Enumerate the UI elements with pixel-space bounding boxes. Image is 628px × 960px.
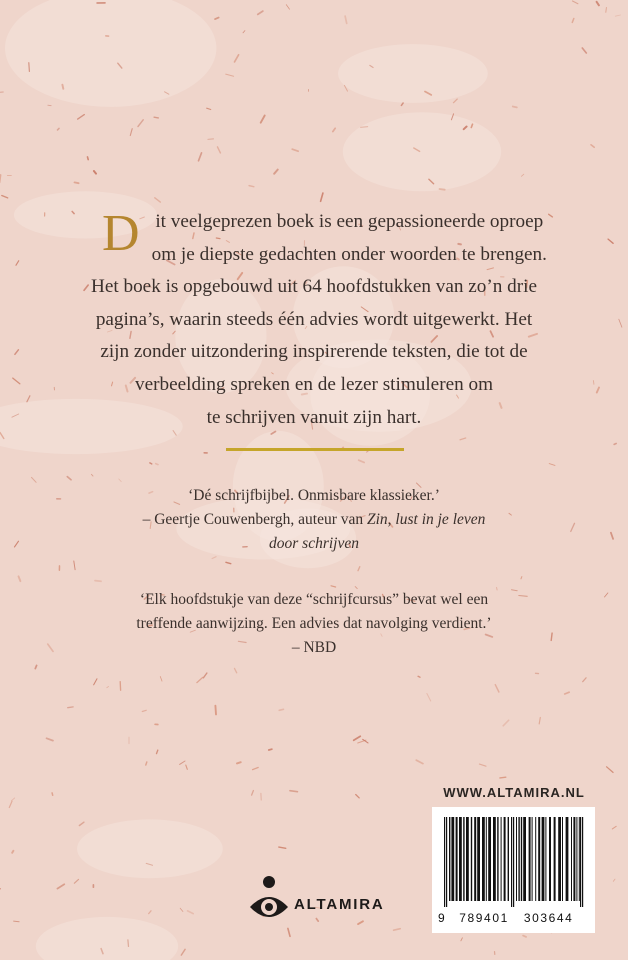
- barcode-bar: [508, 817, 509, 901]
- paper-fleck: [94, 679, 97, 685]
- blurb-line-3: Het boek is opgebouwd uit 64 hoofdstukken van zo’n drie: [90, 276, 538, 298]
- barcode-bar: [571, 817, 572, 901]
- paper-fleck: [78, 115, 85, 120]
- paper-fleck: [523, 936, 526, 937]
- paper-fleck: [471, 124, 472, 127]
- paper-fleck: [237, 762, 241, 763]
- barcode-bar: [504, 817, 506, 901]
- barcode-bar: [523, 817, 526, 901]
- barcode-bar: [529, 817, 531, 901]
- paper-fleck: [573, 1, 578, 4]
- paper-fleck: [521, 577, 522, 579]
- publisher-name: ALTAMIRA: [294, 896, 385, 913]
- altamira-eye-logo-icon: [247, 874, 291, 932]
- paper-fleck: [29, 63, 30, 72]
- barcode-bar: [493, 817, 496, 901]
- isbn-first-digit: 9: [438, 911, 447, 925]
- paper-fleck: [199, 153, 202, 161]
- paper-fleck: [48, 105, 51, 106]
- barcode-bar: [474, 817, 476, 901]
- paper-fleck: [454, 99, 458, 103]
- paper-fleck: [119, 479, 121, 482]
- paper-cloud: [77, 819, 223, 878]
- paper-fleck: [279, 847, 286, 848]
- paper-fleck: [427, 694, 431, 702]
- barcode-bar: [554, 817, 556, 901]
- paper-fleck: [359, 460, 364, 462]
- paper-fleck: [188, 911, 194, 914]
- paper-fleck: [215, 18, 219, 20]
- paper-fleck: [47, 738, 53, 740]
- paper-fleck: [32, 477, 37, 482]
- paper-fleck: [321, 193, 323, 201]
- paper-fleck: [146, 762, 147, 765]
- barcode-bar: [451, 817, 454, 901]
- paper-fleck: [12, 798, 15, 801]
- paper-fleck: [608, 239, 613, 243]
- paper-fleck: [333, 128, 335, 131]
- paper-fleck: [14, 921, 20, 922]
- paper-fleck: [226, 562, 231, 563]
- barcode-bar: [562, 817, 563, 901]
- paper-fleck: [619, 319, 622, 327]
- paper-fleck: [358, 921, 363, 924]
- paper-fleck: [572, 19, 574, 23]
- paper-fleck: [279, 709, 283, 710]
- barcode-guard-bar: [444, 817, 445, 907]
- barcode-bars: [444, 817, 584, 907]
- quote-1-attribution: – Geertje Couwenbergh, auteur van: [142, 511, 367, 528]
- barcode-bar: [566, 817, 569, 901]
- barcode-guard-bar: [513, 817, 514, 907]
- paper-fleck: [67, 477, 71, 480]
- blurb-text: [70, 206, 558, 434]
- barcode-bar: [459, 817, 462, 901]
- paper-cloud: [5, 0, 216, 107]
- paper-fleck: [160, 677, 162, 682]
- paper-fleck: [461, 938, 463, 941]
- paper-fleck: [203, 673, 207, 678]
- paper-fleck: [95, 581, 101, 582]
- paper-fleck: [583, 678, 586, 682]
- paper-fleck: [521, 174, 523, 176]
- paper-fleck: [252, 791, 254, 796]
- blurb-line-6: verbeelding spreken en de lezer stimuleren om: [134, 373, 494, 395]
- paper-fleck: [607, 767, 613, 773]
- paper-fleck: [0, 92, 3, 93]
- review-quote-1: [0, 484, 628, 556]
- barcode-bar: [482, 817, 485, 901]
- paper-fleck: [75, 182, 79, 183]
- quote-2-line-2: treffende aanwijzing. Een advies dat navolging verdient.’: [136, 615, 492, 632]
- paper-fleck: [597, 388, 599, 393]
- paper-fleck: [354, 736, 361, 740]
- paper-fleck: [88, 157, 89, 160]
- paper-fleck: [180, 908, 183, 911]
- barcode-bar: [456, 817, 458, 901]
- barcode-bar: [488, 817, 491, 901]
- blurb-line-1: it veelgeprezen boek is een gepassioneerde oproep: [155, 211, 544, 232]
- paper-fleck: [539, 718, 540, 724]
- paper-fleck: [15, 350, 19, 355]
- barcode-bar: [497, 817, 498, 901]
- paper-cloud: [343, 112, 501, 191]
- gold-divider: [226, 448, 404, 451]
- paper-fleck: [212, 557, 216, 559]
- paper-fleck: [513, 107, 517, 108]
- paper-fleck: [226, 74, 234, 76]
- isbn-barcode: [432, 807, 595, 933]
- paper-fleck: [358, 567, 360, 571]
- paper-fleck: [68, 707, 73, 708]
- paper-fleck: [27, 396, 30, 402]
- paper-fleck: [186, 765, 188, 769]
- paper-fleck: [154, 117, 158, 118]
- paper-fleck: [249, 186, 254, 187]
- blurb-line-7: te schrijven vanuit zijn hart.: [206, 406, 422, 428]
- quote-2-attribution: – NBD: [291, 639, 337, 656]
- paper-fleck: [597, 2, 599, 6]
- quote-1-attribution-line: [0, 508, 628, 532]
- paper-fleck: [128, 940, 129, 947]
- paper-fleck: [79, 822, 84, 825]
- paper-fleck: [591, 145, 594, 148]
- paper-fleck: [261, 116, 265, 123]
- paper-fleck: [500, 777, 506, 778]
- paper-fleck: [269, 749, 272, 750]
- barcode-bar: [516, 817, 517, 901]
- paper-fleck: [606, 8, 607, 13]
- quote-1-attribution-line-2: [0, 532, 628, 556]
- paper-fleck: [565, 692, 570, 694]
- paper-fleck: [235, 55, 239, 62]
- paper-fleck: [495, 685, 499, 692]
- paper-fleck: [243, 31, 245, 33]
- barcode-bar: [449, 817, 450, 901]
- paper-fleck: [460, 438, 466, 440]
- quote-1-book-title: Zin, lust in je leven: [367, 511, 486, 528]
- paper-fleck: [274, 170, 278, 174]
- review-quote-2: [0, 588, 628, 660]
- paper-fleck: [2, 196, 8, 198]
- paper-fleck: [197, 677, 203, 682]
- barcode-bar: [463, 817, 464, 901]
- paper-fleck: [181, 949, 185, 955]
- barcode-bar: [477, 817, 480, 901]
- paper-fleck: [258, 11, 263, 14]
- paper-fleck: [418, 676, 420, 677]
- paper-fleck: [9, 801, 12, 807]
- paper-fleck: [615, 15, 620, 16]
- paper-fleck: [62, 85, 63, 89]
- paper-fleck: [157, 750, 158, 754]
- paper-fleck: [416, 760, 423, 763]
- paper-fleck: [58, 128, 60, 130]
- barcode-bar: [573, 817, 575, 901]
- publisher-website[interactable]: WWW.ALTAMIRA.NL: [443, 785, 585, 800]
- barcode-bar: [501, 817, 502, 901]
- barcode-bar: [576, 817, 577, 901]
- paper-fleck: [331, 586, 336, 587]
- paper-fleck: [290, 791, 297, 792]
- paper-fleck: [150, 463, 152, 464]
- paper-fleck: [613, 879, 615, 881]
- paper-fleck: [356, 795, 360, 798]
- paper-fleck: [142, 710, 146, 711]
- paper-fleck: [94, 171, 96, 174]
- paper-fleck: [394, 929, 401, 931]
- paper-fleck: [401, 103, 403, 105]
- paper-fleck: [180, 761, 185, 764]
- barcode-bar: [579, 817, 580, 901]
- paper-fleck: [35, 665, 36, 668]
- barcode-bar: [549, 817, 551, 901]
- paper-fleck: [316, 919, 318, 922]
- barcode-guard-bar: [511, 817, 512, 907]
- paper-fleck: [156, 464, 158, 465]
- paper-fleck: [345, 16, 347, 23]
- paper-fleck: [57, 884, 64, 888]
- barcode-bar: [545, 817, 546, 901]
- paper-fleck: [149, 911, 151, 914]
- blurb-line-2: om je diepste gedachten onder woorden te brengen.: [151, 243, 547, 265]
- barcode-bar: [542, 817, 545, 901]
- barcode-bar: [538, 817, 540, 901]
- barcode-bar: [535, 817, 536, 901]
- paper-cloud: [338, 44, 488, 103]
- paper-fleck: [253, 768, 259, 770]
- paper-fleck: [74, 561, 75, 570]
- quote-1-book-title-cont: door schrijven: [269, 535, 359, 552]
- paper-fleck: [612, 826, 616, 829]
- barcode-bar: [558, 817, 561, 901]
- drop-cap: D: [102, 205, 140, 262]
- paper-fleck: [52, 793, 53, 795]
- barcode-bar: [532, 817, 533, 901]
- paper-fleck: [130, 129, 132, 136]
- barcode-bar: [466, 817, 469, 901]
- paper-fleck: [138, 120, 143, 127]
- paper-fleck: [13, 378, 20, 384]
- paper-fleck: [286, 5, 289, 10]
- paper-cloud: [36, 917, 178, 960]
- quote-2-line-1: ‘Elk hoofdstukje van deze “schrijfcursus” bevat wel een: [139, 591, 489, 608]
- paper-fleck: [218, 147, 221, 153]
- barcode-bar: [521, 817, 522, 901]
- paper-fleck: [549, 464, 555, 466]
- blurb-line-5: zijn zonder uitzondering inspirerende teksten, die tot de: [100, 341, 528, 363]
- paper-fleck: [479, 764, 486, 766]
- paper-fleck: [107, 687, 109, 688]
- paper-fleck: [19, 576, 21, 581]
- paper-fleck: [16, 261, 19, 265]
- barcode-guard-bar: [580, 817, 581, 907]
- paper-fleck: [292, 149, 298, 151]
- paper-fleck: [593, 381, 594, 385]
- isbn-group-2: 303644: [523, 911, 574, 925]
- paper-fleck: [91, 474, 93, 476]
- isbn-group-1: 789401: [459, 911, 509, 925]
- paper-fleck: [215, 706, 216, 715]
- paper-fleck: [0, 175, 1, 183]
- paper-fleck: [361, 127, 368, 128]
- isbn-number: [438, 911, 590, 925]
- paper-fleck: [155, 198, 161, 202]
- paper-fleck: [12, 851, 13, 853]
- barcode-guard-bar: [446, 817, 447, 907]
- paper-fleck: [74, 879, 78, 883]
- barcode-bar: [518, 817, 519, 901]
- paper-fleck: [614, 444, 616, 445]
- paper-fleck: [207, 108, 211, 109]
- barcode-bar: [486, 817, 487, 901]
- barcode-bar: [471, 817, 472, 901]
- barcode-guard-bar: [582, 817, 583, 907]
- paper-fleck: [440, 189, 445, 190]
- paper-fleck: [582, 48, 586, 53]
- quote-1-text: ‘Dé schrijfbijbel. Onmisbare klassieker.’: [188, 487, 440, 504]
- paper-fleck: [503, 720, 509, 726]
- paper-fleck: [235, 668, 237, 672]
- blurb-line-4: pagina’s, waarin steeds één advies wordt uitgewerkt. Het: [95, 308, 533, 330]
